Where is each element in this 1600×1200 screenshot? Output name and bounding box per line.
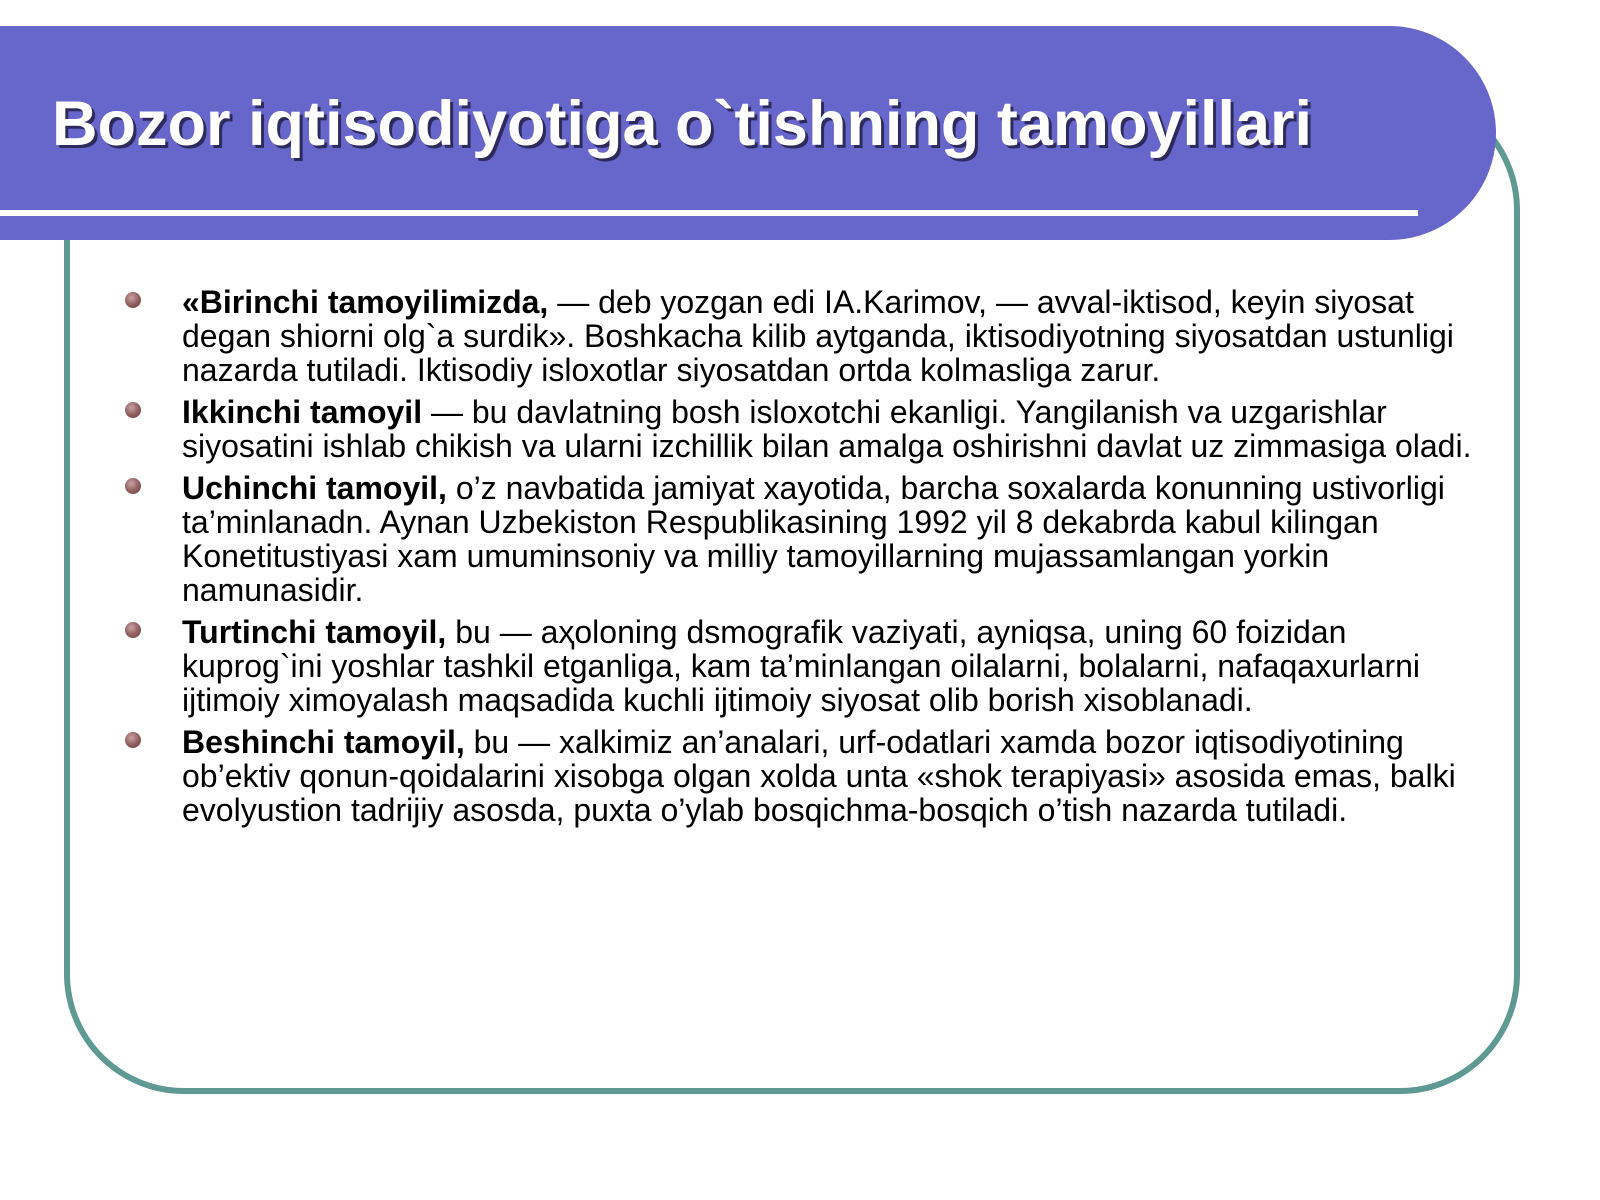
bullet-lead: Ikkinchi tamoyil: [182, 394, 423, 430]
bullet-item-5: [182, 725, 1482, 827]
bullet-dot-icon: [125, 478, 141, 494]
bullet-lead: Beshinchi tamoyil,: [182, 724, 465, 760]
bullet-dot-icon: [125, 622, 141, 638]
bullet-lead: Uchinchi tamoyil,: [182, 470, 447, 506]
bullet-text: bu — xalkimiz an’analari, urf-odatlari xamda bozor iqtisodiyotining ob’ektiv qonun-qoidalarini xisobga olgan xolda unta «shok terapiyasi» asosida emas, balki evolyustion tadrijiy asosda, puxta o’ylab bosqichma-bosqich o’tish nazarda tutiladi.: [182, 724, 1456, 828]
bullet-text: — deb yozgan edi IA.Karimov, — avval-iktisod, keyin siyosat degan shiorni olg`a surdik». Boshkacha kilib aytganda, iktisodiyotning siyosatdan ustunligi nazarda tutiladi. Iktisodiy isloxotlar siyosatdan ortda kolmasliga zarur.: [182, 284, 1454, 388]
bullet-text: — bu davlatning bosh isloxotchi ekanligi. Yangilanish va uzgarishlar siyosatini ishlab chikish va ularni izchillik bilan amalga oshirishni davlat uz zimmasiga oladi.: [182, 394, 1472, 464]
title-underline: [0, 210, 1418, 216]
bullet-dot-icon: [125, 402, 141, 418]
bullet-item-4: [182, 615, 1482, 717]
slide-title: Bozor iqtisodiyotiga o`tishning tamoyillari: [52, 89, 1313, 159]
bullet-lead: «Birinchi tamoyilimizda,: [182, 284, 549, 320]
bullet-item-1: [182, 285, 1482, 387]
bullet-dot-icon: [125, 292, 141, 308]
bullet-dot-icon: [125, 732, 141, 748]
bullet-lead: Turtinchi tamoyil,: [182, 614, 447, 650]
bullet-text: bu — aҳolоning dsmografik vaziyati, ayniqsa, uning 60 foizidan kuprog`ini yoshlar tashkil etganligа, kam ta’minlangan oilalarni, bolalarni, nafaqaxurlarni ijtimoiy ximoyalash maqsadida kuchli ijtimoiy siyosat olib borish xisoblanadi.: [182, 614, 1421, 718]
bullet-item-2: [182, 395, 1482, 463]
bullet-list: [182, 285, 1482, 835]
bullet-item-3: [182, 471, 1482, 607]
bullet-text: o’z navbatida jamiyat xayotida, barcha soxalarda konunning ustivorligi ta’minlanadn. Aynan Uzbekiston Respublikasining 1992 yil 8 dekabrda kabul kilingan Konetitustiyasi xam umuminsoniy va milliy tamoyillarning mujassamlangan yorkin namunasidir.: [182, 470, 1445, 608]
